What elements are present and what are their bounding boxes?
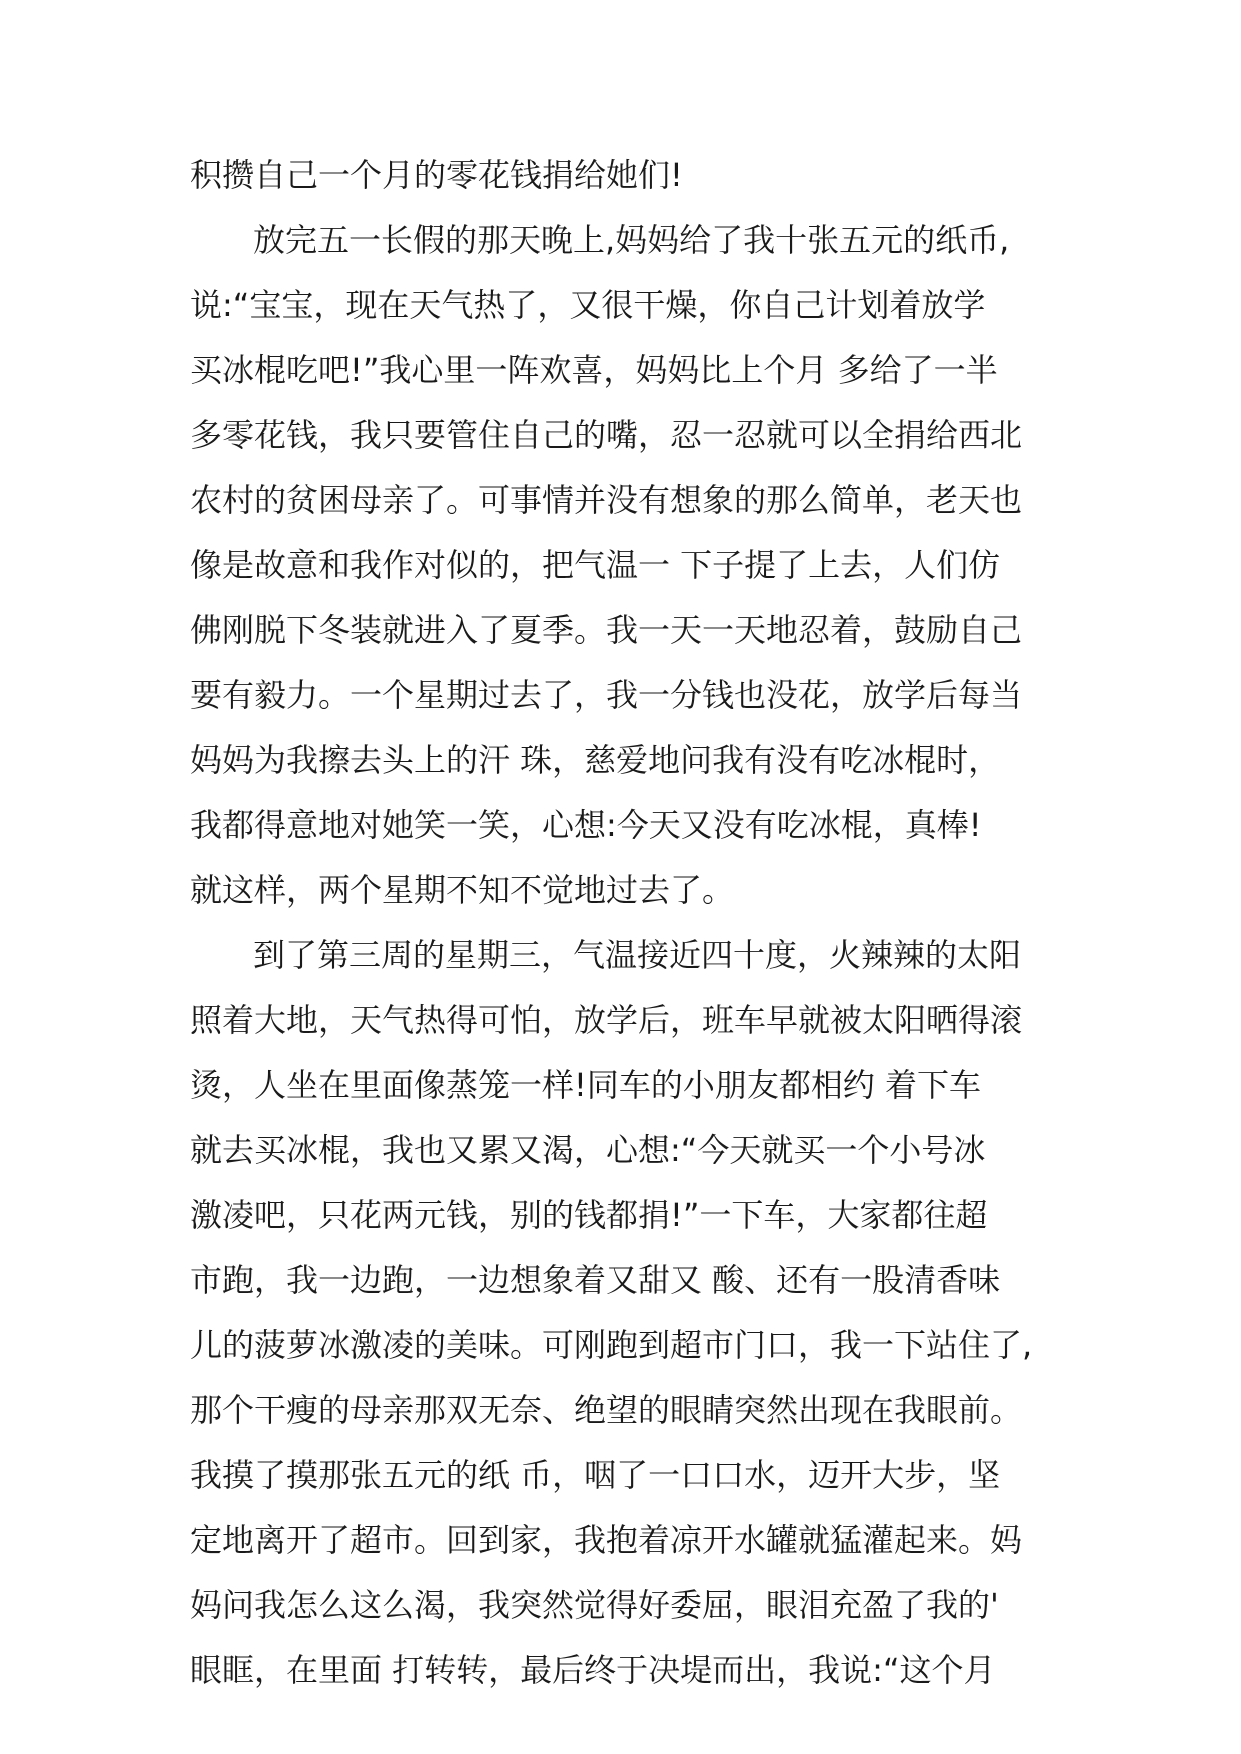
text-line: 市跑，我一边跑，一边想象着又甜又 酸、还有一股清香味 bbox=[190, 1261, 1001, 1299]
text-line: 妈妈为我擦去头上的汗 珠，慈爱地问我有没有吃冰棍时， bbox=[190, 741, 1001, 779]
paragraph-start-line: 到了第三周的星期三，气温接近四十度，火辣辣的太阳 bbox=[253, 936, 1022, 974]
paragraph-start-line: 放完五一长假的那天晚上,妈妈给了我十张五元的纸币, bbox=[253, 221, 1010, 259]
text-line: 像是故意和我作对似的，把气温一 下子提了上去，人们仿 bbox=[190, 546, 1001, 584]
text-line: 就去买冰棍，我也又累又渴，心想:“今天就买一个小号冰 bbox=[190, 1131, 986, 1169]
text-line: 农村的贫困母亲了。可事情并没有想象的那么简单，老天也 bbox=[190, 481, 1023, 519]
text-line: 我都得意地对她笑一笑，心想:今天又没有吃冰棍，真棒! bbox=[190, 806, 982, 844]
text-line: 激凌吧，只花两元钱，别的钱都捐!”一下车，大家都往超 bbox=[190, 1196, 988, 1234]
text-line: 要有毅力。一个星期过去了，我一分钱也没花，放学后每当 bbox=[190, 676, 1023, 714]
text-line: 妈问我怎么这么渴，我突然觉得好委屈，眼泪充盈了我的' bbox=[190, 1586, 999, 1624]
text-line: 眼眶，在里面 打转转，最后终于决堤而出，我说:“这个月 bbox=[190, 1651, 996, 1689]
text-line: 儿的菠萝冰激凌的美味。可刚跑到超市门口，我一下站住了, bbox=[190, 1326, 1033, 1364]
text-line: 佛刚脱下冬装就进入了夏季。我一天一天地忍着，鼓励自己 bbox=[190, 611, 1023, 649]
text-line: 那个干瘦的母亲那双无奈、绝望的眼睛突然出现在我眼前。 bbox=[190, 1391, 1023, 1429]
text-line: 说:“宝宝，现在天气热了，又很干燥，你自己计划着放学 bbox=[190, 286, 986, 324]
text-line: 买冰棍吃吧!”我心里一阵欢喜，妈妈比上个月 多给了一半 bbox=[190, 351, 998, 389]
text-line: 照着大地，天气热得可怕，放学后，班车早就被太阳晒得滚 bbox=[190, 1001, 1023, 1039]
text-line: 积攒自己一个月的零花钱捐给她们! bbox=[190, 156, 683, 194]
text-line: 定地离开了超市。回到家，我抱着凉开水罐就猛灌起来。妈 bbox=[190, 1521, 1023, 1559]
text-line: 就这样，两个星期不知不觉地过去了。 bbox=[190, 871, 735, 909]
text-line: 我摸了摸那张五元的纸 币，咽了一口口水，迈开大步，坚 bbox=[190, 1456, 1001, 1494]
text-line: 烫，人坐在里面像蒸笼一样!同车的小朋友都相约 着下车 bbox=[190, 1066, 982, 1104]
text-line: 多零花钱，我只要管住自己的嘴，忍一忍就可以全捐给西北 bbox=[190, 416, 1023, 454]
